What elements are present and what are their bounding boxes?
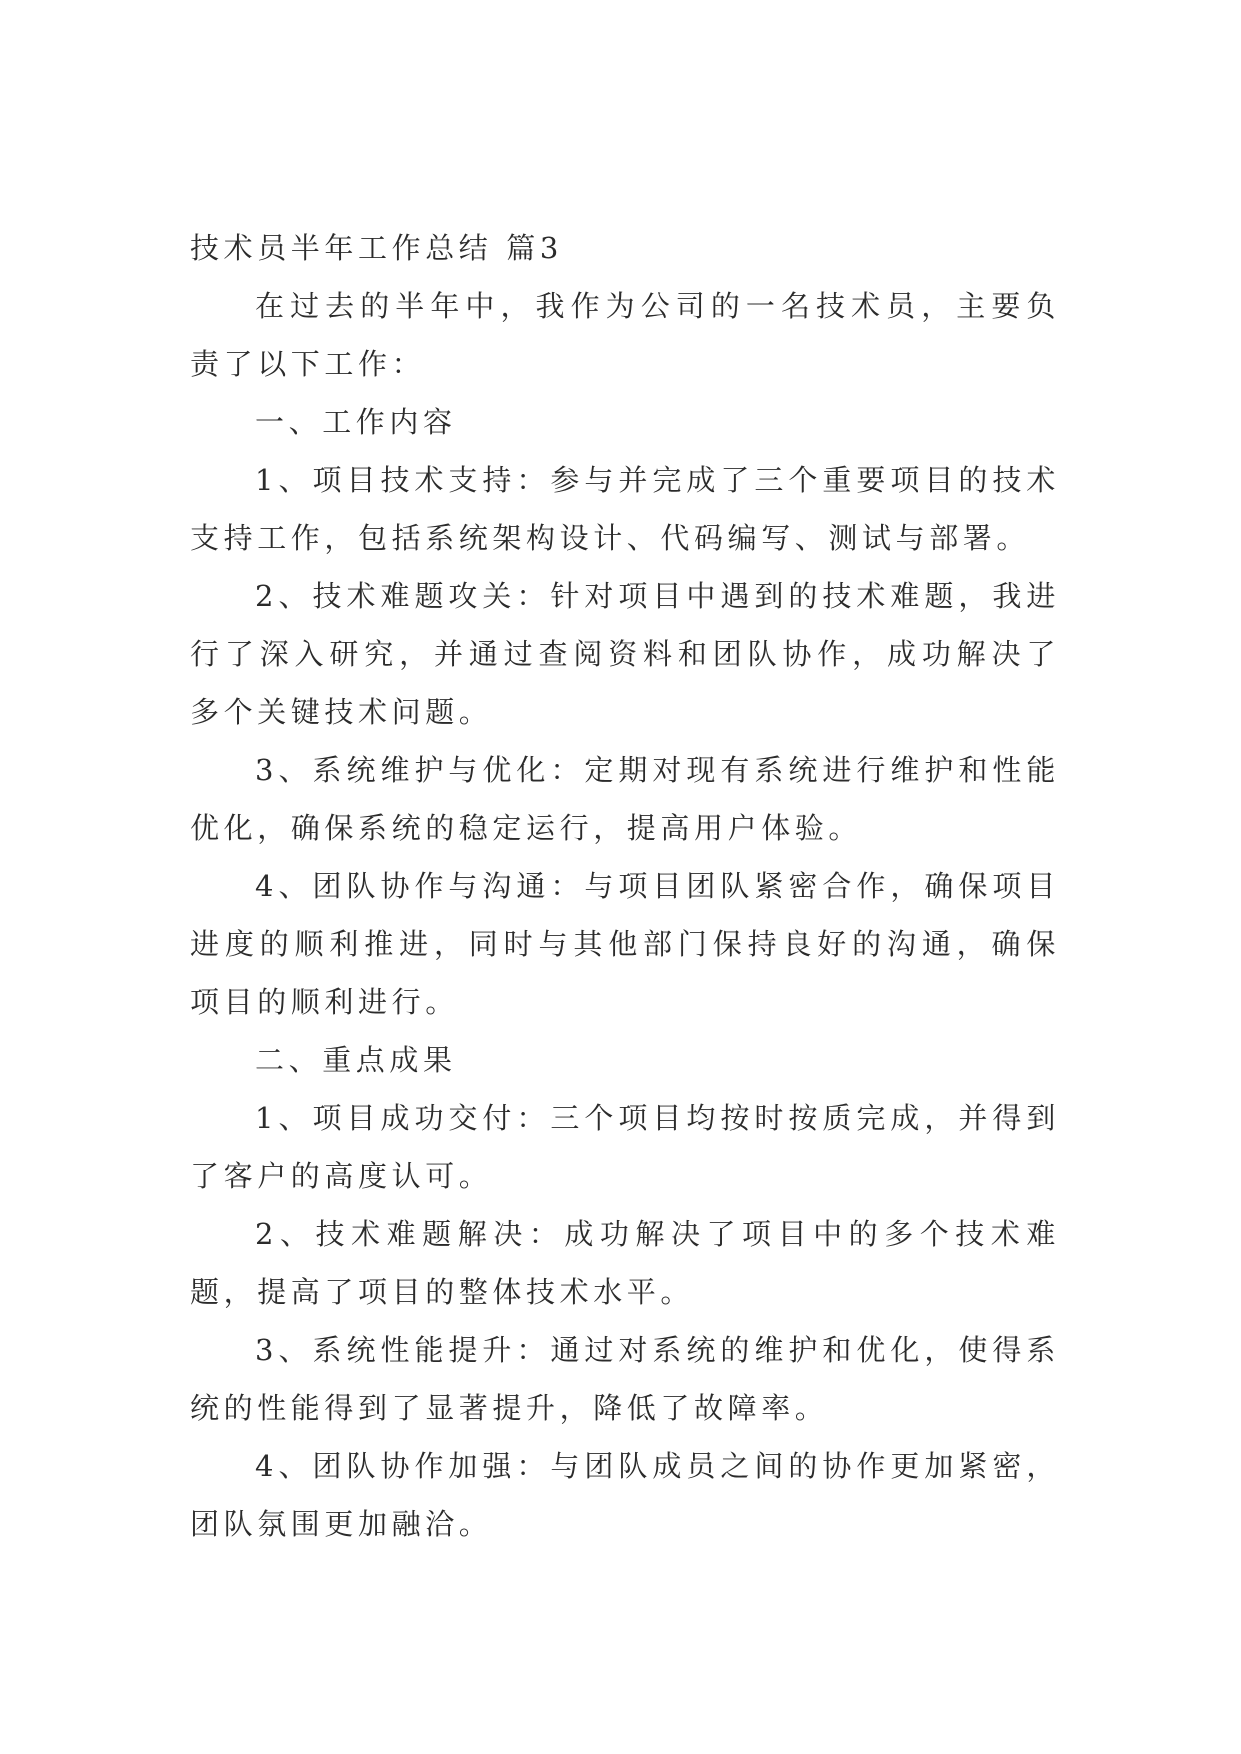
work-item-3: 3、系统维护与优化：定期对现有系统进行维护和性能优化，确保系统的稳定运行，提高用户体验。 bbox=[190, 753, 1060, 845]
result-item-2: 2、技术难题解决：成功解决了项目中的多个技术难题，提高了项目的整体技术水平。 bbox=[190, 1217, 1060, 1309]
section-heading-key-results: 二、重点成果 bbox=[255, 1043, 457, 1077]
work-item-4: 4、团队协作与沟通：与项目团队紧密合作，确保项目进度的顺利推进，同时与其他部门保持良好的沟通，确保项目的顺利进行。 bbox=[190, 869, 1060, 1019]
result-item-4: 4、团队协作加强：与团队成员之间的协作更加紧密，团队氛围更加融洽。 bbox=[190, 1449, 1060, 1541]
document-title: 技术员半年工作总结 篇3 bbox=[190, 231, 563, 265]
work-item-1: 1、项目技术支持：参与并完成了三个重要项目的技术支持工作，包括系统架构设计、代码编写、测试与部署。 bbox=[190, 463, 1060, 555]
section-heading-work-content: 一、工作内容 bbox=[255, 405, 457, 439]
result-item-3: 3、系统性能提升：通过对系统的维护和优化，使得系统的性能得到了显著提升，降低了故障率。 bbox=[190, 1333, 1060, 1425]
document-body bbox=[190, 219, 1060, 1553]
intro-paragraph: 在过去的半年中，我作为公司的一名技术员，主要负责了以下工作： bbox=[190, 289, 1060, 381]
work-item-2: 2、技术难题攻关：针对项目中遇到的技术难题，我进行了深入研究，并通过查阅资料和团队协作，成功解决了多个关键技术问题。 bbox=[190, 579, 1060, 729]
result-item-1: 1、项目成功交付：三个项目均按时按质完成，并得到了客户的高度认可。 bbox=[190, 1101, 1060, 1193]
